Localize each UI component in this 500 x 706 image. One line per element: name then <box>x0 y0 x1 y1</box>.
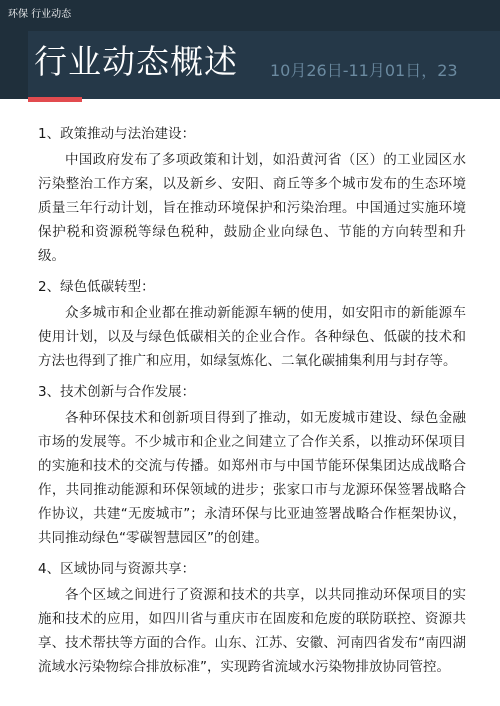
section-body: 众多城市和企业都在推动新能源车辆的使用，如安阳市的新能源车使用计划，以及与绿色低碳相关的企业合作。各种绿色、低碳的技术和方法也得到了推广和应用，如绿氢炼化、二氧化碳捕集利用与封存等。 <box>38 305 466 369</box>
breadcrumb: 环保 行业动态 <box>8 9 72 20</box>
content-area <box>38 122 466 686</box>
date-range: 10月26日-11月01日，23 <box>270 61 458 80</box>
section-title: 4、区域协同与资源共享： <box>38 561 196 577</box>
section-green-transition <box>38 275 466 373</box>
section-body: 中国政府发布了多项政策和计划，如沿黄河省（区）的工业园区水污染整治工作方案，以及新乡、安阳、商丘等多个城市发布的生态环境质量三年行动计划，旨在推动环境保护和污染治理。中国通过实施环境保护税和资源税等绿色税种，鼓励企业向绿色、节能的方向转型和升级。 <box>38 152 466 264</box>
page-title: 行业动态概述 <box>34 42 238 81</box>
page-header <box>0 0 500 99</box>
section-policy <box>38 122 466 268</box>
section-body: 各个区域之间进行了资源和技术的共享，以共同推动环保项目的实施和技术的应用，如四川省与重庆市在固废和危废的联防联控、资源共享、技术帮扶等方面的合作。山东、江苏、安徽、河南四省发布“南四湖流域水污染物综合排放标准”，实现跨省流域水污染物排放协同管控。 <box>38 587 466 675</box>
section-title: 2、绿色低碳转型： <box>38 279 155 295</box>
accent-bar <box>28 97 82 102</box>
section-body: 各种环保技术和创新项目得到了推动，如无废城市建设、绿色金融市场的发展等。不少城市和企业之间建立了合作关系，以推动环保项目的实施和技术的交流与传播。如郑州市与中国节能环保集团达成战略合作，共同推动能源和环保领域的进步；张家口市与龙源环保签署战略合作协议，共建“无废城市”；永清环保与比亚迪签署战略合作框架协议，共同推动绿色“零碳智慧园区”的创建。 <box>38 410 466 546</box>
section-tech-innovation <box>38 380 466 550</box>
section-regional-cooperation <box>38 557 466 679</box>
section-title: 1、政策推动与法治建设： <box>38 126 196 142</box>
section-title: 3、技术创新与合作发展： <box>38 384 196 400</box>
